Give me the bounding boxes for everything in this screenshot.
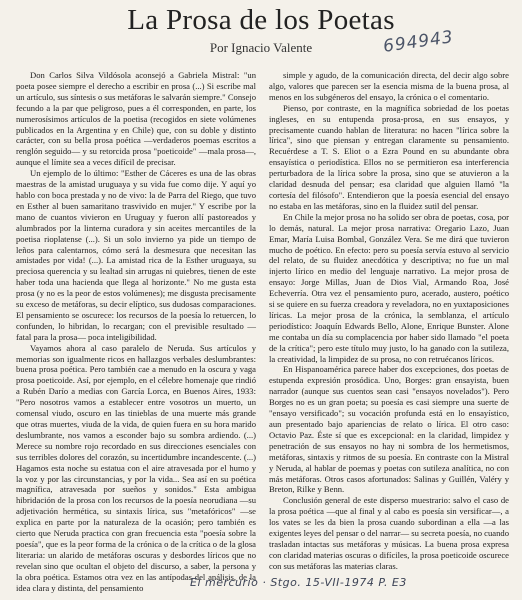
paragraph: simple y agudo, de la comunicación directa, del decir algo sobre algo, valores que parecen ser la esencia misma de la buena prosa, al menos en los subgéneros del ensayo, la crónica o el comentario. [269, 70, 509, 102]
paragraph: Un ejemplo de lo último: "Esther de Cáceres es una de las obras maestras de la amistad uruguaya y su vida fue como dije. Y aquí yo hablo con boca prestada y no de vivo: la de Parra del Riego, que tuvo en Esther al buen samaritano trasvivido en mujer." Y escribe por la mano de cuantos vivieron en Uruguay y fueron allí pastoreados y alumbrados por la linterna curadora y sin aceites mercantiles de la poetisa rioplatense (...). Si un solo invierno ya pide un tiempo de leños para calentarnos, cómo será la desmesura que necesitan las amistades por vida! (...). La amistad rica de la Esther uruguaya, su preciosa querencia y su lealtad sin arrugas ni quiebres, tienen de este haber toda una hacienda que llega al horizonte." No me gusta esta prosa (y no es la peor de estos volúmenes); me disgusta precisamente su exceso de metáforas, su decir elíptico, sus dudosas comparaciones. El pensamiento se oscurece: los recursos de la poesía lo retuercen, lo confunden, lo hibridan, lo recargan; con el previsible resultado —fatal para la prosa— poca inteligibilidad. [16, 168, 256, 342]
article-title: La Prosa de los Poetas [127, 4, 395, 36]
paragraph: Don Carlos Silva Vildósola aconsejó a Gabriela Mistral: "un poeta posee siempre el derecho a escribir en prosa (...) Si escribe mal un artículo, sus síntesis o sus metáforas le salvarán siempre." Consejo fecundo a la par que peligroso, pues a él corresponden, en parte, los numerosísimos artículos de la poetisa (recogidos en siete volúmenes publicados en la Argentina y en Chile) que, con su doble y distinto carácter, con su bella prosa poética —verdaderos poemas escritos a renglón seguido— y su retorcida prosa "poeticoide" —mala prosa—, aunque el límite sea a veces difícil de precisar. [16, 70, 256, 168]
paragraph: Conclusión general de este disperso muestrario: salvo el caso de la prosa poética —que al final y al cabo es poesía sin versificar—, a los vates se les da bien la prosa cuando subordinan a ella —a las exigentes leyes del pensar o del narrar— su secreta poesía, no cuando trasladan intactas sus metáforas y músicas. La buena prosa expresa con claridad materias oscuras o difíciles, la prosa poeticoide oscurece con sus metáforas las materias claras. [269, 495, 509, 571]
paragraph: En Hispanoamérica parece haber dos excepciones, dos poetas de estupenda expresión prosódica. Uno, Borges: gran ensayista, buen narrador (aunque sus cuentos sean casi "ensayos novelados"). Pero Borges no es un gran poeta; su poesía es casi siempre una suerte de "ensayo versificado"; su vocación profunda está en lo ensayístico, aun presentado bajo apariencias de relato o lírica. El otro caso: Octavio Paz. Éste sí que es excepcional: en la claridad, limpidez y penetración de sus ensayos no hay ni sombra de los hermetismos, metáforas, sintaxis y ritmos de su poesía. En contraste con la Mistral y Neruda, al hablar de poemas y poetas con sutileza analítica, no con más metáforas. Otros casos afortunados: Salinas y Guillén, Valéry y Breton, Rilke y Benn. [269, 364, 509, 495]
handwritten-reference-number: 694943 [381, 27, 455, 57]
article-column-left [16, 70, 256, 593]
paragraph: Pienso, por contraste, en la magnífica sobriedad de los poetas ingleses, en su entupenda prosa-prosa, en sus ensayos, y precisamente cuando hablan de literatura: no hacen "lírica sobre la lírica", sino que piensan y entregan claramente su pensamiento. Recuérdese a T. S. Eliot o a Ezra Pound en su abundante obra ensayística o periodística. Ellos no se permitieron esa interferencia perturbadora de la lírica sobre la prosa, sino que se atuvieron a la claridad desnuda del pensar; esa claridad que alguien llamó "la cortesía del filósofo". Entendieron que la poesía esencial del ensayo no estaba en las metáforas, sino en la fluidez sutil del pensar. [269, 102, 509, 211]
handwritten-source-note: El mercurio · Stgo. 15-VII-1974 P. E3 [190, 576, 407, 589]
paragraph: Vayamos ahora al caso paralelo de Neruda. Sus artículos y memorias son igualmente ricos en hallazgos verbales deslumbrantes: buena prosa poética. Pero también cae a menudo en la oscura y vaga prosa poeticoide. Así, por ejemplo, en el célebre homenaje que rindió a Rubén Darío a medias con García Lorca, en Buenos Aires, 1933: "Pero nosotros vamos a establecer entre vosotros un muerto, un comensal viudo, oscuro en las tinieblas de una muerte más grande que otras muertes, viuda de la vida, de quien fuera en su hora marido deslumbrante, nos vamos a esconder bajo su sombra ardiendo. (...) Merece su nombre rojo recordado en sus direcciones esenciales con sus terribles dolores del corazón, su incertidumbre incandescente. (...) Hagamos esta noche su estatua con el aire atravesada por el humo y la voz y por las circunstancias, y por la vida... Sea así en su poética magnífica, atravesada por sueños y sonidos." Esta ambigua hibridación de la prosa con los recursos de la poesía neorudiana —su adjetivación hermética, su sintaxis lírica, sus "metafóricos" —se explica en parte por la naturaleza de la ocasión; pero también es cierto que Neruda practica con gran frecuencia esta "poesía sobre la poesía", que es la peor forma de la crónica o de la crítica o de la glosa literaria: un alarido de metáforas oscuras y desbordes líricos que no revelan sino que ocultan el objeto del discurso, a saber, la persona y la obra poética. Estamos otra vez en las antípodas del análisis, de la idea clara y distinta, del pensamiento [16, 342, 256, 593]
article-column-right [269, 70, 509, 571]
paragraph: En Chile la mejor prosa no ha solido ser obra de poetas, cosa, por lo demás, natural. La mejor prosa narrativa: Oregario Lazo, Juan Emar, María Luisa Bombal, González Vera. Se me dirá que tuvieron mucho de poético. En efecto: pero su poesía servía estuvo al servicio del relato, de su fluidez anecdótica y descriptiva; no fue un mal injerto lírico en medio del lenguaje narrativo. La mejor prosa de ensayo: Jorge Millas, Juan de Dios Vial, Armando Roa, José Echeverría. Otra vez el pensamiento puro, acerado, austero, poético si se quiere en su fuerza creadora y reveladora, no en yuxtaposiciones líricas. La mejor prosa de la crónica, la semblanza, el artículo periodístico: Joaquín Edwards Bello, Alone, Enrique Bunster. Alone me contaba un día su complacencia por haber sido llamado "el poeta de la crítica"; pero este título muy justo, lo ha ganado con la sutileza, la creatividad, la limpidez de su prosa, no con retruécanos líricos. [269, 211, 509, 364]
article-author: Por Ignacio Valente [209, 40, 313, 55]
